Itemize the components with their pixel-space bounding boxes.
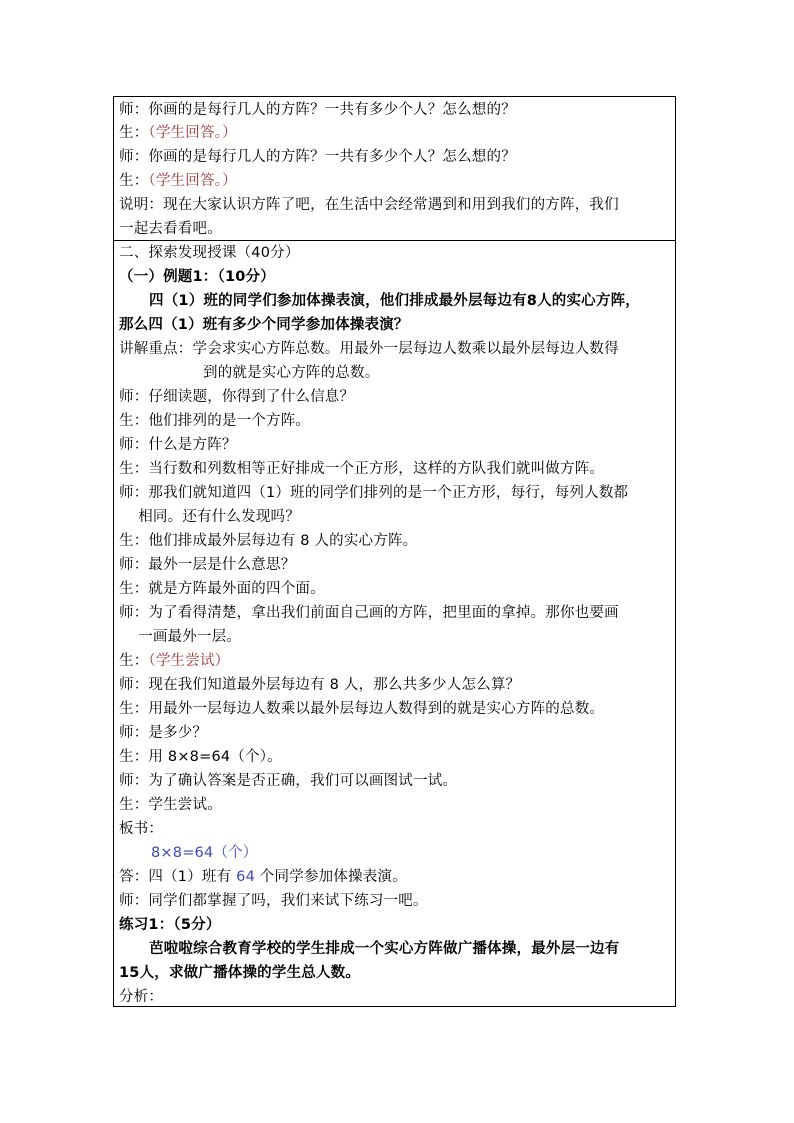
board-equation: 8×8=64（个） — [151, 845, 258, 861]
focus-text: 学会求实心方阵总数。用最外一层每边人数乘以最外层每边人数得 — [192, 341, 619, 357]
speaker-label: 生： — [119, 125, 149, 141]
speaker-label: 师： — [119, 102, 149, 118]
explain-text: 一起去看看吧。 — [119, 221, 222, 237]
dialogue-line: 师：为了看得清楚，拿出我们前面自己画的方阵，把里面的拿掉。那你也要画 — [119, 605, 619, 621]
dialogue-line — [119, 652, 229, 670]
analysis-label: 分析： — [119, 989, 164, 1005]
answer-suffix: 个同学参加体操表演。 — [255, 869, 407, 885]
speaker-label: 生： — [119, 653, 149, 669]
explain-text: 说明：现在大家认识方阵了吧，在生活中会经常遇到和用到我们的方阵，我们 — [119, 197, 619, 213]
dialogue-line: 师：那我们就知道四（1）班的同学们排列的是一个正方形，每行，每列人数都 — [119, 485, 629, 501]
dialogue-line: 师：什么是方阵？ — [119, 437, 237, 453]
dialogue-line: 师：为了确认答案是否正确，我们可以画图试一试。 — [119, 773, 458, 789]
dialogue-text: 你画的是每行几人的方阵？一共有多少个人？怎么想的？ — [148, 102, 516, 118]
student-answer: （学生回答。） — [148, 125, 237, 141]
section-heading: 二、探索发现授课（40分） — [119, 245, 300, 261]
speaker-label: 师： — [119, 149, 149, 165]
dialogue-line — [119, 148, 516, 166]
dialogue-line — [119, 172, 237, 190]
problem-text: 四（1）班的同学们参加体操表演，他们排成最外层每边有8人的实心方阵， — [149, 293, 640, 309]
dialogue-line: 生：学生尝试。 — [119, 797, 222, 813]
lesson-table — [113, 96, 676, 1007]
dialogue-line: 师：仔细读题，你得到了什么信息？ — [119, 389, 355, 405]
board-label: 板书： — [119, 821, 164, 837]
problem-text: 那么四（1）班有多少个同学参加体操表演？ — [119, 317, 409, 333]
dialogue-line: 生：当行数和列数相等正好排成一个正方形，这样的方队我们就叫做方阵。 — [119, 461, 605, 477]
dialogue-line: 生：就是方阵最外面的四个面。 — [119, 581, 325, 597]
intro-cell — [114, 97, 675, 241]
exercise-problem: 15人，求做广播体操的学生总人数。 — [119, 965, 361, 981]
dialogue-line: 生：用最外一层每边人数乘以最外层每边人数得到的就是实心方阵的总数。 — [119, 701, 605, 717]
dialogue-line: 生：他们排列的是一个方阵。 — [119, 413, 311, 429]
answer-line — [119, 868, 407, 886]
dialogue-line — [119, 124, 237, 142]
dialogue-line: 师：现在我们知道最外层每边有 8 人，那么共多少人怎么算？ — [119, 677, 521, 693]
answer-prefix: 答：四（1）班有 — [119, 869, 237, 885]
dialogue-line: 相同。还有什么发现吗？ — [119, 509, 300, 525]
exercise-heading: 练习1：（5分） — [119, 917, 221, 933]
focus-line — [119, 340, 619, 358]
speaker-label: 生： — [119, 173, 149, 189]
example-heading: （一）例题1：（10分） — [119, 269, 275, 285]
exercise-problem: 芭啦啦综合教育学校的学生排成一个实心方阵做广播体操，最外层一边有 — [149, 941, 620, 957]
dialogue-line: 师：最外一层是什么意思？ — [119, 557, 296, 573]
dialogue-line: 生：他们排成最外层每边有 8 人的实心方阵。 — [119, 533, 418, 549]
dialogue-line: 师：同学们都掌握了吗，我们来试下练习一吧。 — [119, 893, 428, 909]
dialogue-line — [119, 101, 516, 119]
focus-label: 讲解重点： — [119, 341, 193, 357]
dialogue-text: 你画的是每行几人的方阵？一共有多少个人？怎么想的？ — [148, 149, 516, 165]
student-answer: （学生尝试） — [148, 653, 230, 669]
dialogue-line: 一画最外一层。 — [119, 629, 242, 645]
dialogue-line: 师：是多少？ — [119, 725, 208, 741]
focus-text: 到的就是实心方阵的总数。 — [203, 365, 380, 381]
answer-number: 64 — [236, 869, 255, 885]
student-answer: （学生回答。） — [148, 173, 237, 189]
dialogue-line: 生：用 8×8=64（个）。 — [119, 749, 282, 765]
